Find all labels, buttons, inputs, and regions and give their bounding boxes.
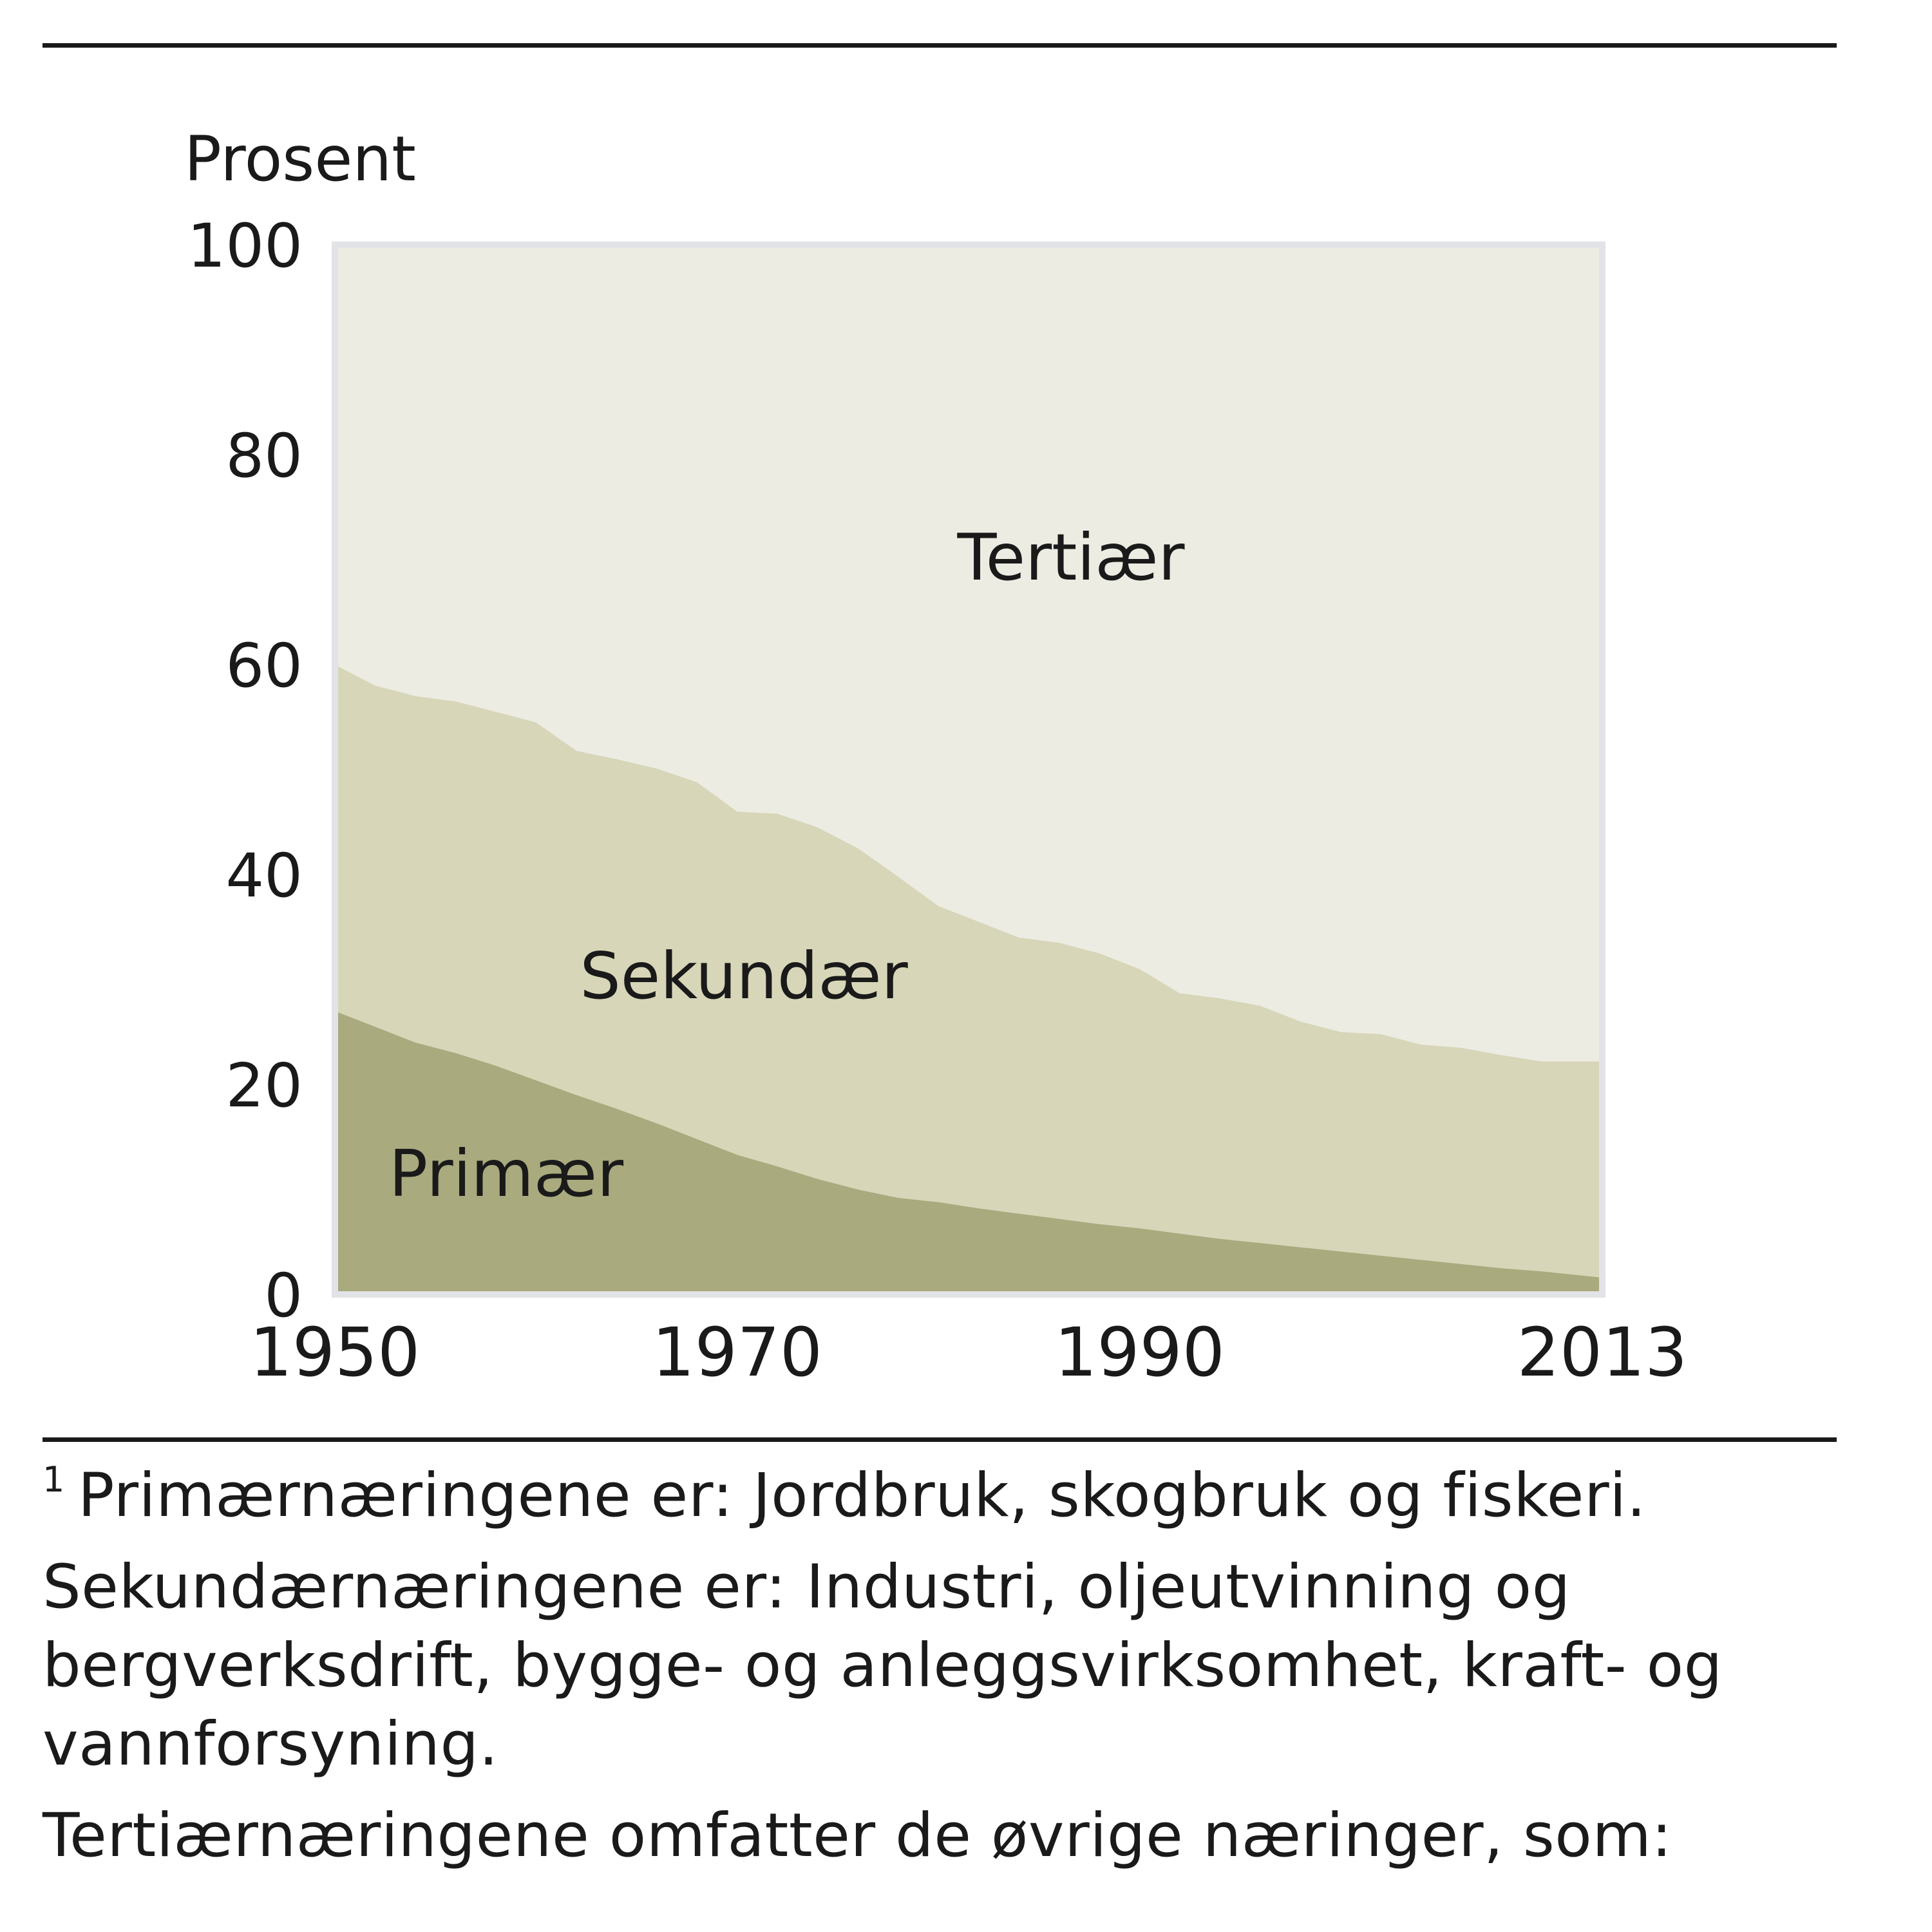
footnotes bbox=[43, 1457, 1846, 1888]
footnote-primary bbox=[43, 1457, 1846, 1535]
x-tick-label: 1950 bbox=[249, 1313, 421, 1392]
series-label-primaer: Primær bbox=[388, 1136, 624, 1211]
footnote-tertiary: Tertiærnæringene omfatter de øvrige næringer, som: bbox=[43, 1801, 1672, 1871]
y-tick-label: 20 bbox=[225, 1051, 303, 1121]
y-tick-label: 0 bbox=[264, 1261, 303, 1331]
x-tick-label: 1990 bbox=[1054, 1313, 1225, 1392]
footnote-primary-text: Primærnæringene er: Jordbruk, skogbruk og fiskeri. bbox=[77, 1461, 1647, 1531]
series-label-tertiaer: Tertiær bbox=[957, 520, 1185, 595]
y-tick-label: 100 bbox=[187, 211, 303, 281]
y-axis-label: Prosent bbox=[184, 123, 416, 195]
series-label-sekundaer: Sekundær bbox=[580, 938, 908, 1014]
y-tick-label: 60 bbox=[225, 631, 303, 701]
y-tick-label: 40 bbox=[225, 841, 303, 911]
y-tick-label: 80 bbox=[225, 421, 303, 491]
bottom-rule bbox=[43, 1437, 1837, 1442]
footnote-secondary: Sekundærnæringene er: Industri, oljeutvinning og bergverksdrift, bygge- og anleggsvirksomhet, kraft- og vannforsyning. bbox=[43, 1552, 1723, 1779]
x-tick-label: 2013 bbox=[1517, 1313, 1688, 1392]
x-tick-label: 1970 bbox=[652, 1313, 823, 1392]
footnote-marker: 1 bbox=[43, 1459, 65, 1500]
